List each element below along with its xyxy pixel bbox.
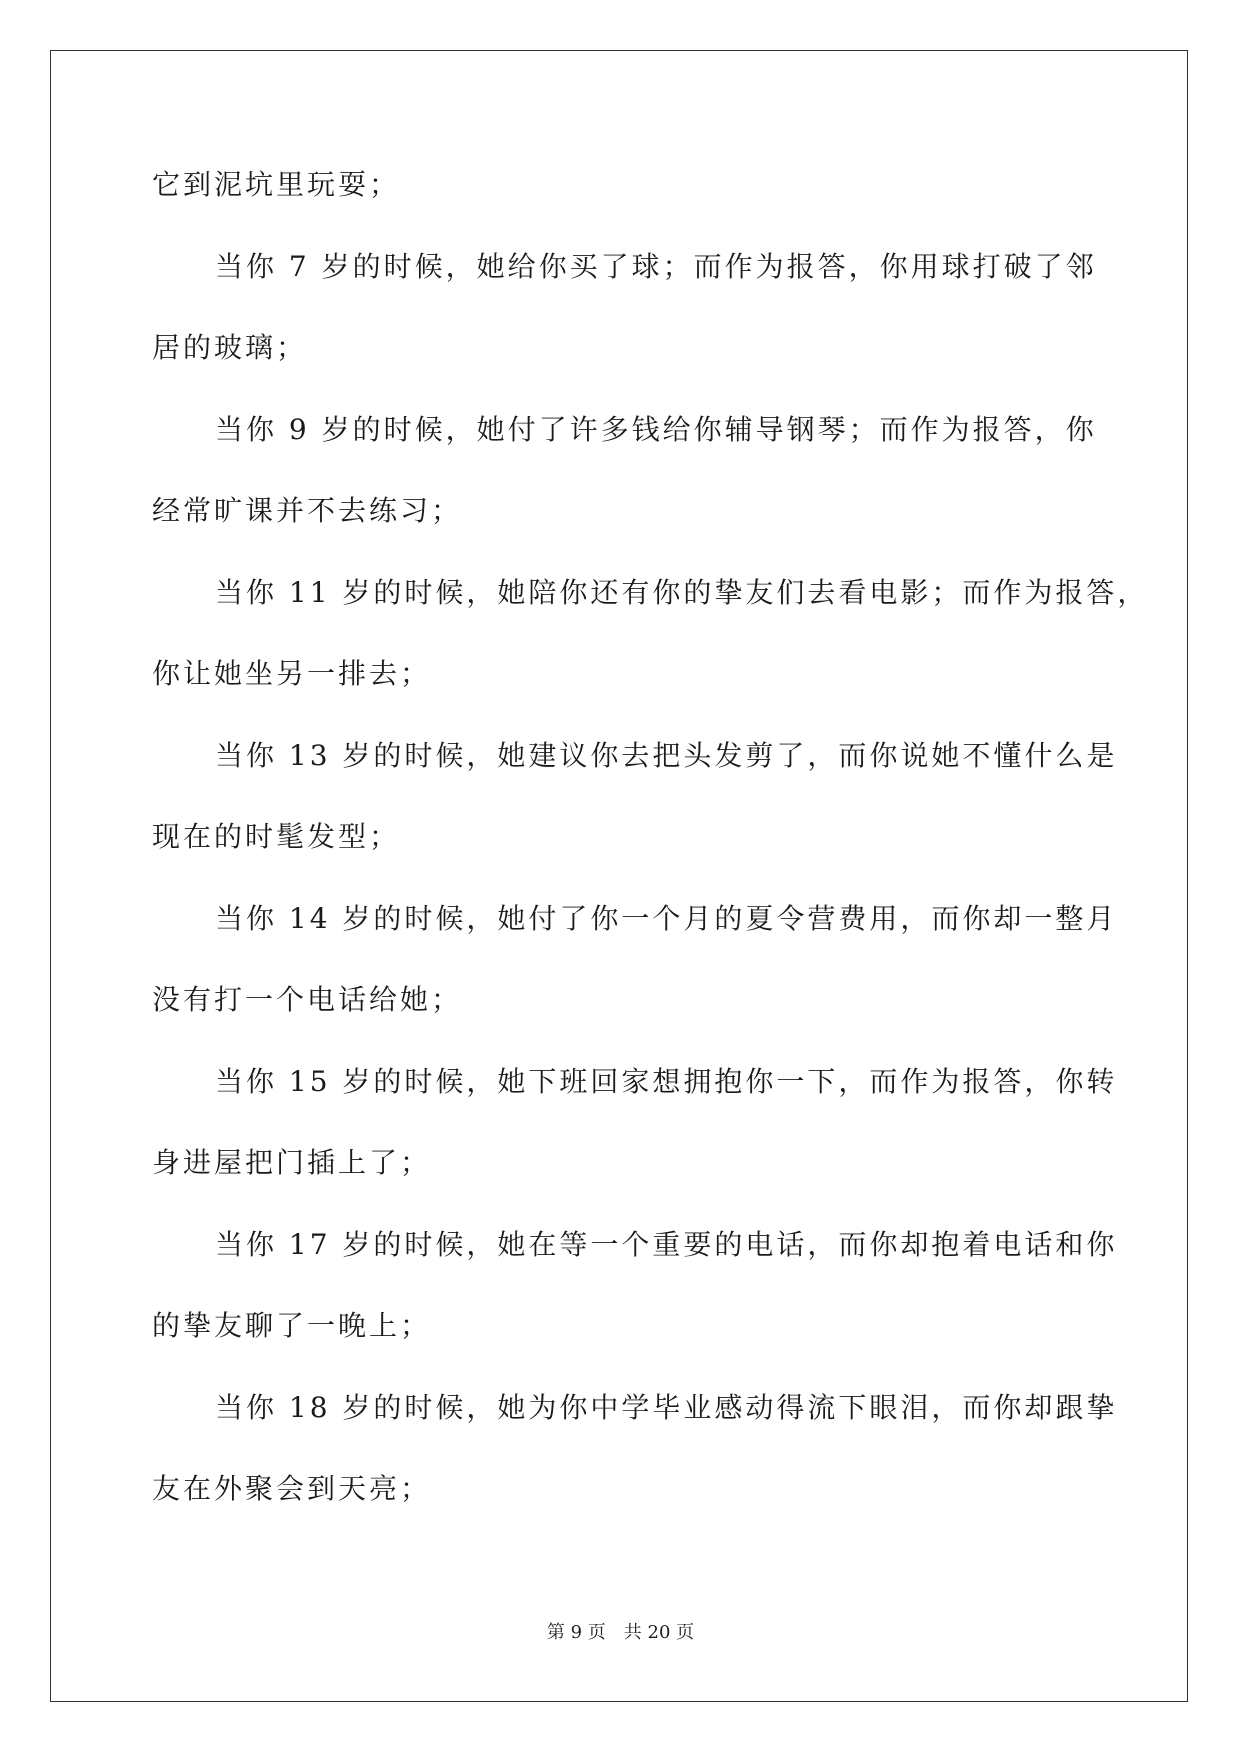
text-line: 身进屋把门插上了； [152,1146,432,1179]
paragraph-first-line: 当你 7 岁的时候，她给你买了球；而作为报答，你用球打破了邻 [215,249,1097,283]
text-line: 它到泥坑里玩耍； [152,168,401,201]
text-line: 居的玻璃； [152,331,308,364]
paragraph-first-line: 当你 13 岁的时候，她建议你去把头发剪了，而你说她不懂什么是 [215,738,1118,772]
paragraph-first-line: 当你 17 岁的时候，她在等一个重要的电话，而你却抱着电话和你 [215,1227,1118,1261]
paragraph-first-line: 当你 18 岁的时候，她为你中学毕业感动得流下眼泪，而你却跟挚 [215,1390,1118,1424]
text-line: 的挚友聊了一晚上； [152,1309,432,1342]
text-line: 没有打一个电话给她； [152,983,463,1016]
page-footer [0,1618,1241,1644]
text-line: 友在外聚会到天亮； [152,1472,432,1505]
page-total: 共 20 页 [623,1622,695,1643]
text-line: 经常旷课并不去练习； [152,494,463,527]
paragraph-first-line: 当你 11 岁的时候，她陪你还有你的挚友们去看电影；而作为报答， [215,575,1149,609]
paragraph-first-line: 当你 9 岁的时候，她付了许多钱给你辅导钢琴；而作为报答，你 [215,412,1097,446]
document-body [152,155,1149,1541]
paragraph-first-line: 当你 15 岁的时候，她下班回家想拥抱你一下，而作为报答，你转 [215,1064,1118,1098]
text-line: 你让她坐另一排去； [152,657,432,690]
page-number: 第 9 页 [546,1622,606,1643]
paragraph-first-line: 当你 14 岁的时候，她付了你一个月的夏令营费用，而你却一整月 [215,901,1118,935]
text-line: 现在的时髦发型； [152,820,401,853]
